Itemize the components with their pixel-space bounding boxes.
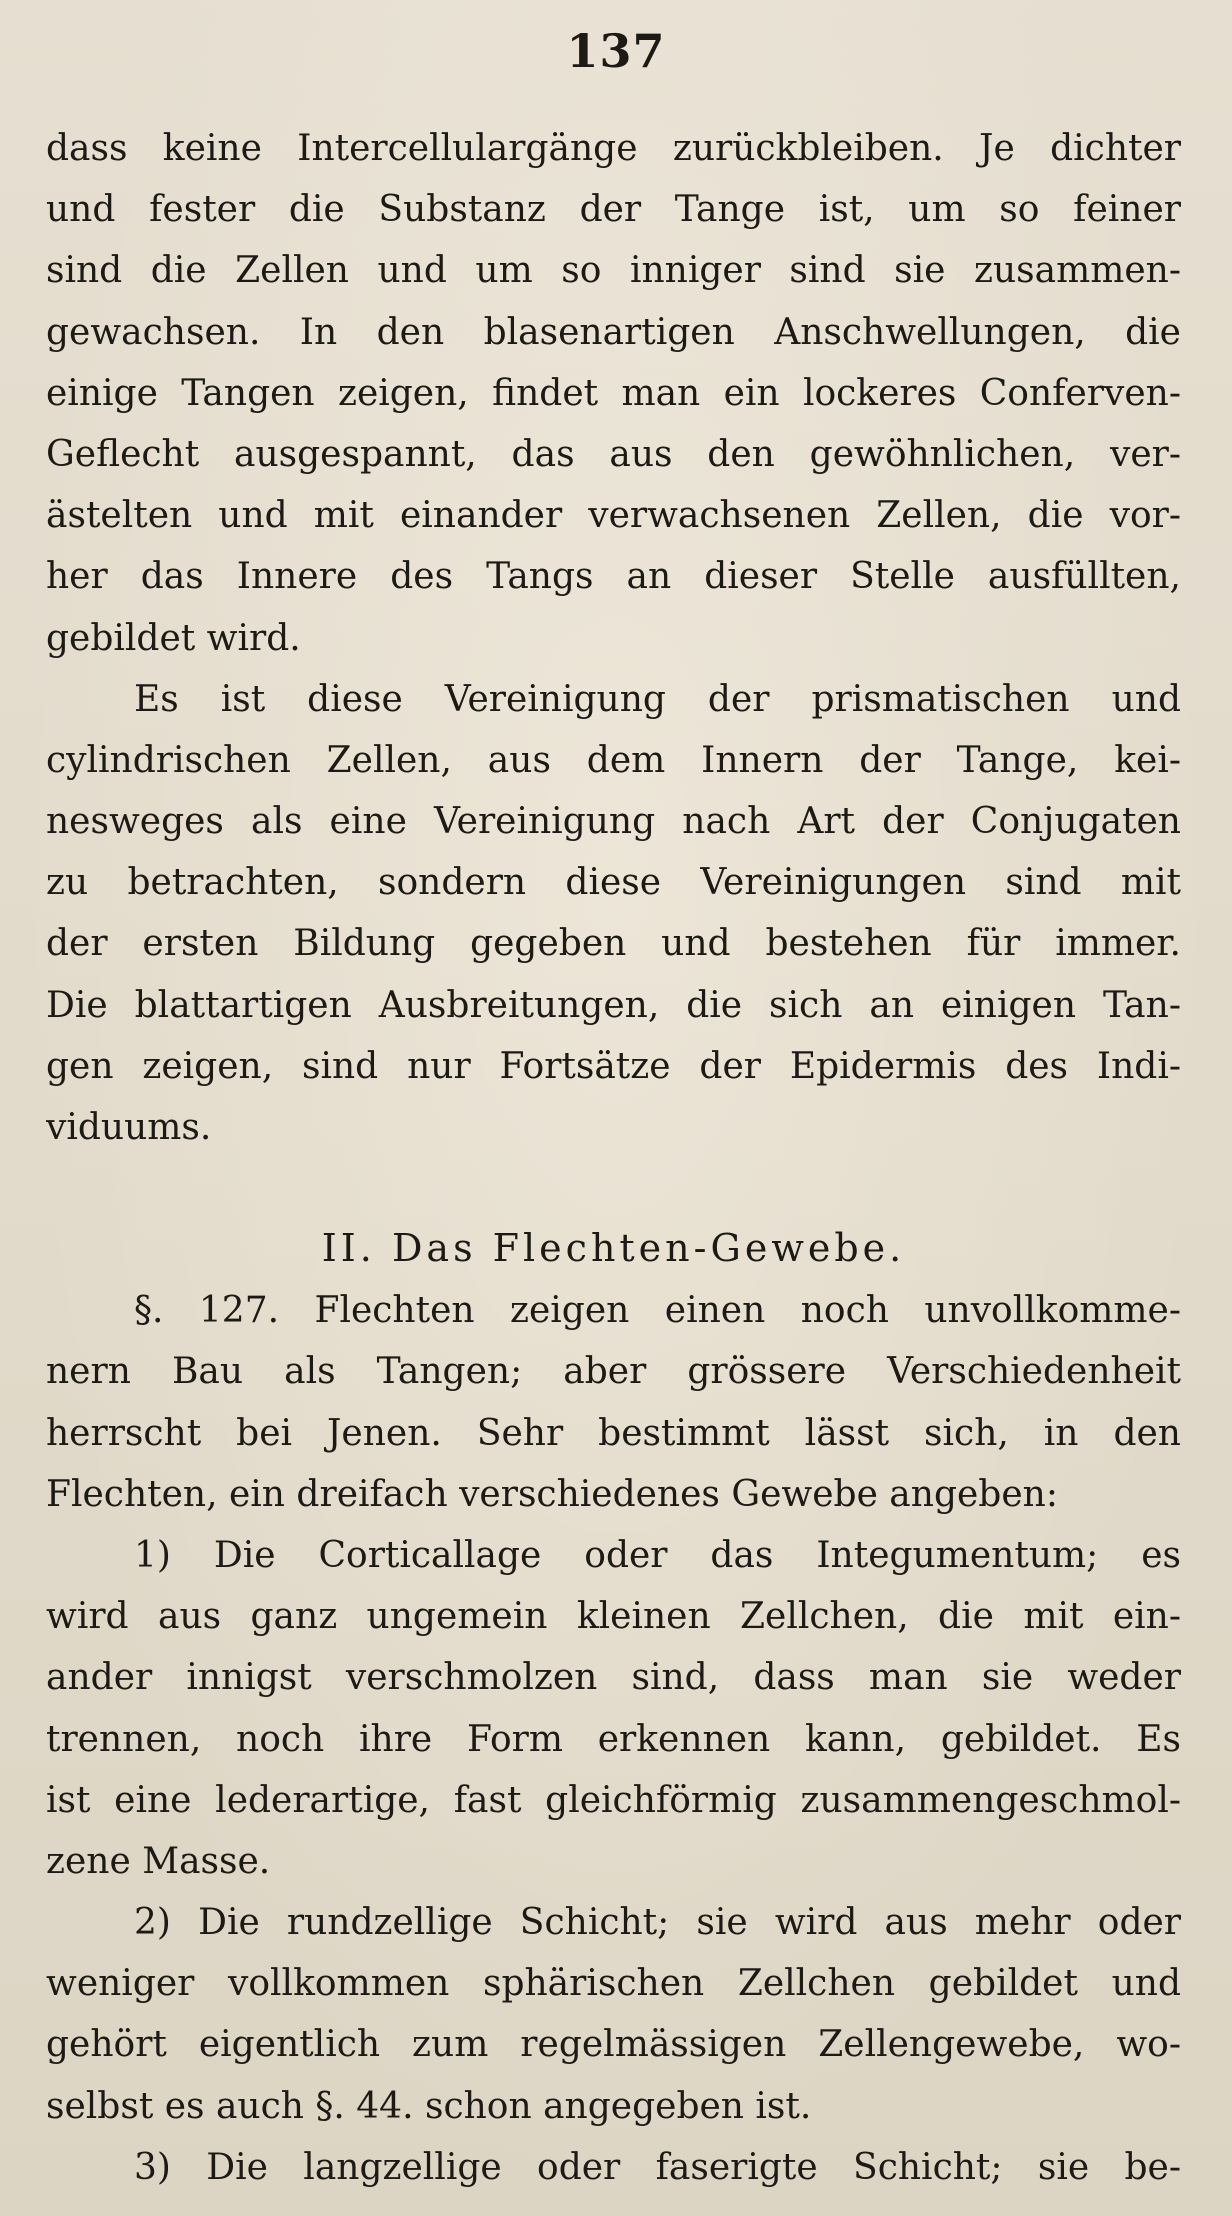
text-line: zu betrachten, sondern diese Vereinigungen sind mit — [46, 862, 1181, 904]
text-line: Geflecht ausgespannt, das aus den gewöhnlichen, ver- — [46, 433, 1181, 475]
text-line: gehört eigentlich zum regelmässigen Zellengewebe, wo- — [46, 2024, 1181, 2066]
text-line: Flechten, ein dreifach verschiedenes Gewebe angeben: — [46, 1473, 1058, 1515]
text-line: her das Innere des Tangs an dieser Stelle ausfüllten, — [46, 556, 1181, 598]
text-line: und fester die Substanz der Tange ist, um so feiner — [46, 189, 1181, 231]
page-body — [46, 118, 1181, 2198]
page-number: 137 — [566, 24, 666, 78]
text-line: trennen, noch ihre Form erkennen kann, gebildet. Es — [46, 1718, 1181, 1760]
text-line: der ersten Bildung gegeben und bestehen für immer. — [46, 923, 1181, 965]
text-line: weniger vollkommen sphärischen Zellchen gebildet und — [46, 1963, 1181, 2005]
text-line: herrscht bei Jenen. Sehr bestimmt lässt sich, in den — [46, 1412, 1181, 1454]
text-line: ist eine lederartige, fast gleichförmig zusammengeschmol- — [46, 1779, 1181, 1821]
list-item-corticallage — [46, 1525, 1181, 1892]
text-line: zene Masse. — [46, 1840, 271, 1882]
text-line: 2) Die rundzellige Schicht; sie wird aus mehr oder — [134, 1902, 1181, 1944]
section-heading: II. Das Flechten-Gewebe. — [321, 1226, 906, 1271]
paragraph-cell-union — [46, 669, 1181, 1159]
list-item-rundzellige-schicht — [46, 1892, 1181, 2137]
list-item-langzellige-schicht — [46, 2137, 1181, 2198]
text-line: einige Tangen zeigen, findet man ein lockeres Conferven- — [46, 372, 1181, 414]
text-line: 1) Die Corticallage oder das Integumentum; es — [134, 1534, 1181, 1576]
paragraph-flechten-intro — [46, 1280, 1181, 1525]
paragraph-tangen-structure — [46, 118, 1181, 669]
text-line: dass keine Intercellulargänge zurückbleiben. Je dichter — [46, 128, 1181, 169]
text-line: Es ist diese Vereinigung der prismatischen und — [134, 678, 1181, 720]
text-line: gebildet wird. — [46, 617, 301, 659]
text-line: ästelten und mit einander verwachsenen Zellen, die vor- — [46, 495, 1181, 537]
text-line: ander innigst verschmolzen sind, dass man sie weder — [46, 1657, 1181, 1699]
text-line: nern Bau als Tangen; aber grössere Verschiedenheit — [46, 1351, 1181, 1393]
text-line: §. 127. Flechten zeigen einen noch unvollkomme- — [134, 1290, 1181, 1332]
text-line: selbst es auch §. 44. schon angegeben ist. — [46, 2085, 812, 2127]
text-line: Die blattartigen Ausbreitungen, die sich an einigen Tan- — [46, 984, 1181, 1026]
text-line: 3) Die langzellige oder faserigte Schicht; sie be- — [134, 2146, 1181, 2188]
text-line: gen zeigen, sind nur Fortsätze der Epidermis des Indi- — [46, 1045, 1181, 1087]
section-heading-wrap — [46, 1158, 1181, 1280]
text-line: wird aus ganz ungemein kleinen Zellchen, die mit ein- — [46, 1596, 1181, 1638]
text-line: nesweges als eine Vereinigung nach Art der Conjugaten — [46, 801, 1181, 843]
text-line: viduums. — [46, 1107, 212, 1148]
text-line: cylindrischen Zellen, aus dem Innern der Tange, kei- — [46, 739, 1181, 781]
text-line: gewachsen. In den blasenartigen Anschwellungen, die — [46, 311, 1181, 353]
text-line: sind die Zellen und um so inniger sind sie zusammen- — [46, 250, 1181, 292]
